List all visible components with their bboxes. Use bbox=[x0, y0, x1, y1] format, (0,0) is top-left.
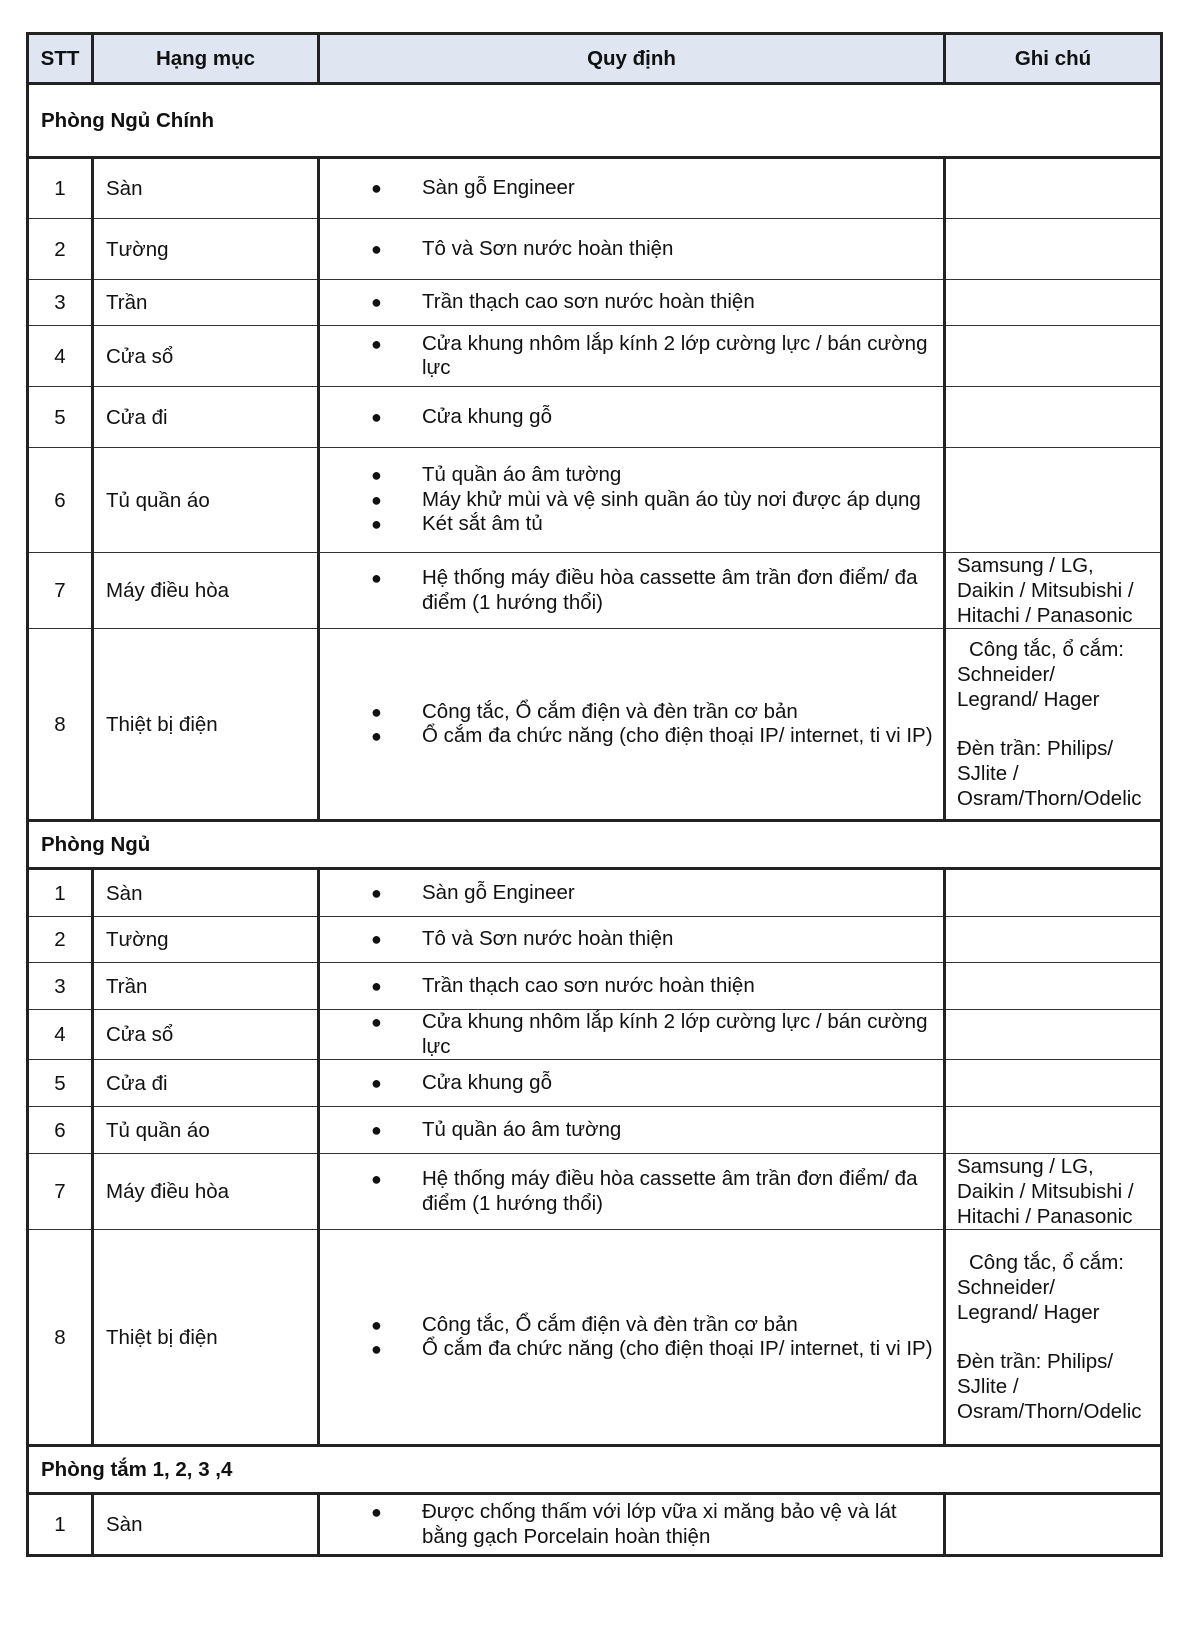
row-note bbox=[945, 326, 1162, 387]
regulation-text: Trần thạch cao sơn nước hoàn thiện bbox=[422, 290, 755, 314]
note-line: Hitachi / Panasonic bbox=[957, 604, 1133, 627]
header-row bbox=[28, 34, 1162, 84]
row-category: Cửa đi bbox=[93, 387, 319, 448]
regulation-item bbox=[320, 512, 943, 537]
regulation-item bbox=[320, 1167, 943, 1216]
regulation-text: Ổ cắm đa chức năng (cho điện thoại IP/ internet, ti vi IP) bbox=[422, 1337, 933, 1360]
note-line: Legrand/ Hager bbox=[957, 1301, 1100, 1324]
row-category: Máy điều hòa bbox=[93, 1154, 319, 1230]
bullet-icon: ● bbox=[371, 726, 382, 746]
bullet-icon: ● bbox=[371, 514, 382, 535]
row-category: Tường bbox=[93, 917, 319, 963]
regulation-list bbox=[320, 405, 943, 430]
bullet-icon: ● bbox=[371, 292, 382, 313]
regulation-item bbox=[320, 927, 943, 952]
row-number: 2 bbox=[28, 219, 93, 280]
row-regulation bbox=[319, 326, 945, 387]
row-note bbox=[945, 1107, 1162, 1154]
row-number: 8 bbox=[28, 1230, 93, 1446]
row-category: Máy điều hòa bbox=[93, 553, 319, 629]
regulation-list bbox=[320, 974, 943, 999]
regulation-item bbox=[320, 290, 943, 315]
regulation-item bbox=[320, 566, 943, 615]
regulation-text: Trần thạch cao sơn nước hoàn thiện bbox=[422, 973, 755, 997]
bullet-icon: ● bbox=[371, 929, 382, 950]
note-spacer bbox=[957, 712, 1156, 736]
spec-sheet bbox=[26, 32, 1160, 1557]
regulation-list bbox=[320, 237, 943, 262]
table-row bbox=[28, 963, 1162, 1010]
regulation-item bbox=[320, 332, 943, 381]
regulation-text: Hệ thống máy điều hòa cassette âm trần đơn điểm/ đa điểm (1 hướng thổi) bbox=[422, 566, 918, 614]
note-spacer bbox=[957, 1325, 1156, 1349]
table-row bbox=[28, 1060, 1162, 1107]
bullet-icon: ● bbox=[371, 1119, 382, 1140]
regulation-list bbox=[320, 1500, 943, 1549]
note-line: Đèn trần: Philips/ bbox=[957, 1350, 1114, 1373]
row-number: 3 bbox=[28, 280, 93, 326]
row-number: 1 bbox=[28, 869, 93, 917]
bullet-icon: ● bbox=[371, 178, 382, 199]
bullet-icon: ● bbox=[371, 1169, 382, 1189]
table-body bbox=[28, 84, 1162, 1556]
regulation-text: Tủ quần áo âm tường bbox=[422, 1117, 622, 1141]
regulation-list bbox=[320, 1313, 943, 1362]
regulation-text: Cửa khung gỗ bbox=[422, 1070, 552, 1094]
bullet-icon: ● bbox=[371, 1314, 382, 1335]
regulation-list bbox=[320, 1167, 943, 1216]
row-regulation bbox=[319, 1107, 945, 1154]
bullet-icon: ● bbox=[371, 882, 382, 903]
regulation-list bbox=[320, 332, 943, 381]
row-category: Tủ quần áo bbox=[93, 448, 319, 553]
header-note: Ghi chú bbox=[945, 34, 1162, 84]
table-row bbox=[28, 869, 1162, 917]
regulation-list bbox=[320, 176, 943, 201]
row-category: Sàn bbox=[93, 869, 319, 917]
row-number: 5 bbox=[28, 1060, 93, 1107]
regulation-item bbox=[320, 237, 943, 262]
regulation-list bbox=[320, 881, 943, 906]
regulation-text: Công tắc, Ổ cắm điện và đèn trần cơ bản bbox=[422, 699, 798, 723]
regulation-text: Ổ cắm đa chức năng (cho điện thoại IP/ internet, ti vi IP) bbox=[422, 724, 933, 747]
row-number: 3 bbox=[28, 963, 93, 1010]
row-note bbox=[945, 917, 1162, 963]
row-regulation bbox=[319, 1010, 945, 1060]
row-number: 2 bbox=[28, 917, 93, 963]
bullet-icon: ● bbox=[371, 1012, 382, 1032]
regulation-item bbox=[320, 1071, 943, 1096]
bullet-icon: ● bbox=[371, 1072, 382, 1093]
bullet-icon: ● bbox=[371, 489, 382, 510]
row-number: 4 bbox=[28, 326, 93, 387]
regulation-item bbox=[320, 724, 943, 749]
row-number: 6 bbox=[28, 1107, 93, 1154]
regulation-text: Cửa khung nhôm lắp kính 2 lớp cường lực / bán cường lực bbox=[422, 331, 928, 379]
note-line: Legrand/ Hager bbox=[957, 688, 1100, 711]
row-note bbox=[945, 280, 1162, 326]
bullet-icon: ● bbox=[371, 701, 382, 722]
regulation-text: Tô và Sơn nước hoàn thiện bbox=[422, 236, 674, 260]
row-note bbox=[945, 219, 1162, 280]
note-line: Hitachi / Panasonic bbox=[957, 1205, 1133, 1228]
row-category: Trần bbox=[93, 280, 319, 326]
header-rule: Quy định bbox=[319, 34, 945, 84]
row-category: Cửa đi bbox=[93, 1060, 319, 1107]
note-line: Samsung / LG, bbox=[957, 554, 1094, 577]
row-regulation bbox=[319, 1494, 945, 1556]
table-row bbox=[28, 629, 1162, 821]
regulation-item bbox=[320, 176, 943, 201]
row-category: Sàn bbox=[93, 158, 319, 219]
table-row bbox=[28, 280, 1162, 326]
row-regulation bbox=[319, 219, 945, 280]
regulation-item bbox=[320, 1010, 943, 1059]
row-category: Cửa sổ bbox=[93, 326, 319, 387]
regulation-list bbox=[320, 1010, 943, 1059]
bullet-icon: ● bbox=[371, 465, 382, 486]
note-line: Công tắc, ổ cắm: bbox=[969, 1251, 1124, 1274]
regulation-item bbox=[320, 974, 943, 999]
table-row bbox=[28, 1230, 1162, 1446]
regulation-text: Sàn gỗ Engineer bbox=[422, 176, 575, 200]
regulation-text: Cửa khung nhôm lắp kính 2 lớp cường lực / bán cường lực bbox=[422, 1010, 928, 1058]
note-line: Daikin / Mitsubishi / bbox=[957, 579, 1134, 602]
regulation-item bbox=[320, 1337, 943, 1362]
regulation-text: Tủ quần áo âm tường bbox=[422, 463, 622, 487]
row-category: Sàn bbox=[93, 1494, 319, 1556]
note-line: SJlite / bbox=[957, 762, 1019, 785]
regulation-text: Công tắc, Ổ cắm điện và đèn trần cơ bản bbox=[422, 1312, 798, 1336]
bullet-icon: ● bbox=[371, 1339, 382, 1359]
section-row bbox=[28, 1446, 1162, 1494]
header-item: Hạng mục bbox=[93, 34, 319, 84]
note-line: Osram/Thorn/Odelic bbox=[957, 787, 1142, 810]
note-line: SJlite / bbox=[957, 1375, 1019, 1398]
section-title: Phòng Ngủ bbox=[28, 821, 1162, 869]
row-number: 4 bbox=[28, 1010, 93, 1060]
note-line: Daikin / Mitsubishi / bbox=[957, 1180, 1134, 1203]
regulation-list bbox=[320, 463, 943, 537]
row-regulation bbox=[319, 1230, 945, 1446]
row-regulation bbox=[319, 387, 945, 448]
spec-table bbox=[26, 32, 1163, 1557]
row-note bbox=[945, 1154, 1162, 1230]
row-category: Trần bbox=[93, 963, 319, 1010]
bullet-icon: ● bbox=[371, 975, 382, 996]
row-note bbox=[945, 387, 1162, 448]
table-row bbox=[28, 1154, 1162, 1230]
table-row bbox=[28, 219, 1162, 280]
regulation-text: Cửa khung gỗ bbox=[422, 404, 552, 428]
row-note bbox=[945, 553, 1162, 629]
note-line: Osram/Thorn/Odelic bbox=[957, 1400, 1142, 1423]
row-number: 7 bbox=[28, 1154, 93, 1230]
bullet-icon: ● bbox=[371, 1502, 382, 1522]
table-row bbox=[28, 1494, 1162, 1556]
row-note bbox=[945, 158, 1162, 219]
row-note bbox=[945, 448, 1162, 553]
regulation-list bbox=[320, 700, 943, 749]
regulation-item bbox=[320, 488, 943, 513]
regulation-item bbox=[320, 881, 943, 906]
row-number: 6 bbox=[28, 448, 93, 553]
note-line: Samsung / LG, bbox=[957, 1155, 1094, 1178]
regulation-list bbox=[320, 566, 943, 615]
section-title: Phòng tắm 1, 2, 3 ,4 bbox=[28, 1446, 1162, 1494]
table-row bbox=[28, 158, 1162, 219]
table-row bbox=[28, 1010, 1162, 1060]
section-row bbox=[28, 84, 1162, 158]
regulation-item bbox=[320, 700, 943, 725]
regulation-list bbox=[320, 290, 943, 315]
table-row bbox=[28, 387, 1162, 448]
row-category: Cửa sổ bbox=[93, 1010, 319, 1060]
row-note bbox=[945, 1230, 1162, 1446]
header-stt: STT bbox=[28, 34, 93, 84]
regulation-list bbox=[320, 927, 943, 952]
regulation-text: Két sắt âm tủ bbox=[422, 512, 543, 536]
regulation-item bbox=[320, 1500, 943, 1549]
regulation-text: Được chống thấm với lớp vữa xi măng bảo vệ và lát bằng gạch Porcelain hoàn thiện bbox=[422, 1500, 897, 1548]
table-row bbox=[28, 917, 1162, 963]
bullet-icon: ● bbox=[371, 238, 382, 259]
regulation-item bbox=[320, 1313, 943, 1338]
row-regulation bbox=[319, 158, 945, 219]
regulation-text: Máy khử mùi và vệ sinh quần áo tùy nơi được áp dụng bbox=[422, 487, 921, 511]
row-number: 5 bbox=[28, 387, 93, 448]
row-regulation bbox=[319, 629, 945, 821]
row-regulation bbox=[319, 1154, 945, 1230]
row-category: Tủ quần áo bbox=[93, 1107, 319, 1154]
row-note bbox=[945, 629, 1162, 821]
regulation-item bbox=[320, 1118, 943, 1143]
table-row bbox=[28, 448, 1162, 553]
row-regulation bbox=[319, 869, 945, 917]
row-note bbox=[945, 869, 1162, 917]
bullet-icon: ● bbox=[371, 568, 382, 588]
table-row bbox=[28, 326, 1162, 387]
row-number: 8 bbox=[28, 629, 93, 821]
regulation-text: Hệ thống máy điều hòa cassette âm trần đơn điểm/ đa điểm (1 hướng thổi) bbox=[422, 1167, 918, 1215]
table-row bbox=[28, 1107, 1162, 1154]
table-row bbox=[28, 553, 1162, 629]
section-row bbox=[28, 821, 1162, 869]
regulation-text: Sàn gỗ Engineer bbox=[422, 880, 575, 904]
note-line: Schneider/ bbox=[957, 1276, 1056, 1299]
row-regulation bbox=[319, 963, 945, 1010]
bullet-icon: ● bbox=[371, 333, 382, 354]
regulation-list bbox=[320, 1071, 943, 1096]
row-note bbox=[945, 1010, 1162, 1060]
row-regulation bbox=[319, 553, 945, 629]
section-title: Phòng Ngủ Chính bbox=[28, 84, 1162, 158]
row-note bbox=[945, 1060, 1162, 1107]
row-number: 7 bbox=[28, 553, 93, 629]
bullet-icon: ● bbox=[371, 406, 382, 427]
row-regulation bbox=[319, 280, 945, 326]
regulation-list bbox=[320, 1118, 943, 1143]
row-note bbox=[945, 963, 1162, 1010]
row-regulation bbox=[319, 448, 945, 553]
row-category: Tường bbox=[93, 219, 319, 280]
row-number: 1 bbox=[28, 158, 93, 219]
regulation-item bbox=[320, 405, 943, 430]
note-line: Đèn trần: Philips/ bbox=[957, 737, 1114, 760]
regulation-item bbox=[320, 463, 943, 488]
note-line: Schneider/ bbox=[957, 663, 1056, 686]
row-regulation bbox=[319, 1060, 945, 1107]
row-category: Thiệt bị điện bbox=[93, 629, 319, 821]
row-category: Thiệt bị điện bbox=[93, 1230, 319, 1446]
row-regulation bbox=[319, 917, 945, 963]
regulation-text: Tô và Sơn nước hoàn thiện bbox=[422, 927, 674, 951]
row-note bbox=[945, 1494, 1162, 1556]
note-line: Công tắc, ổ cắm: bbox=[969, 638, 1124, 661]
row-number: 1 bbox=[28, 1494, 93, 1556]
